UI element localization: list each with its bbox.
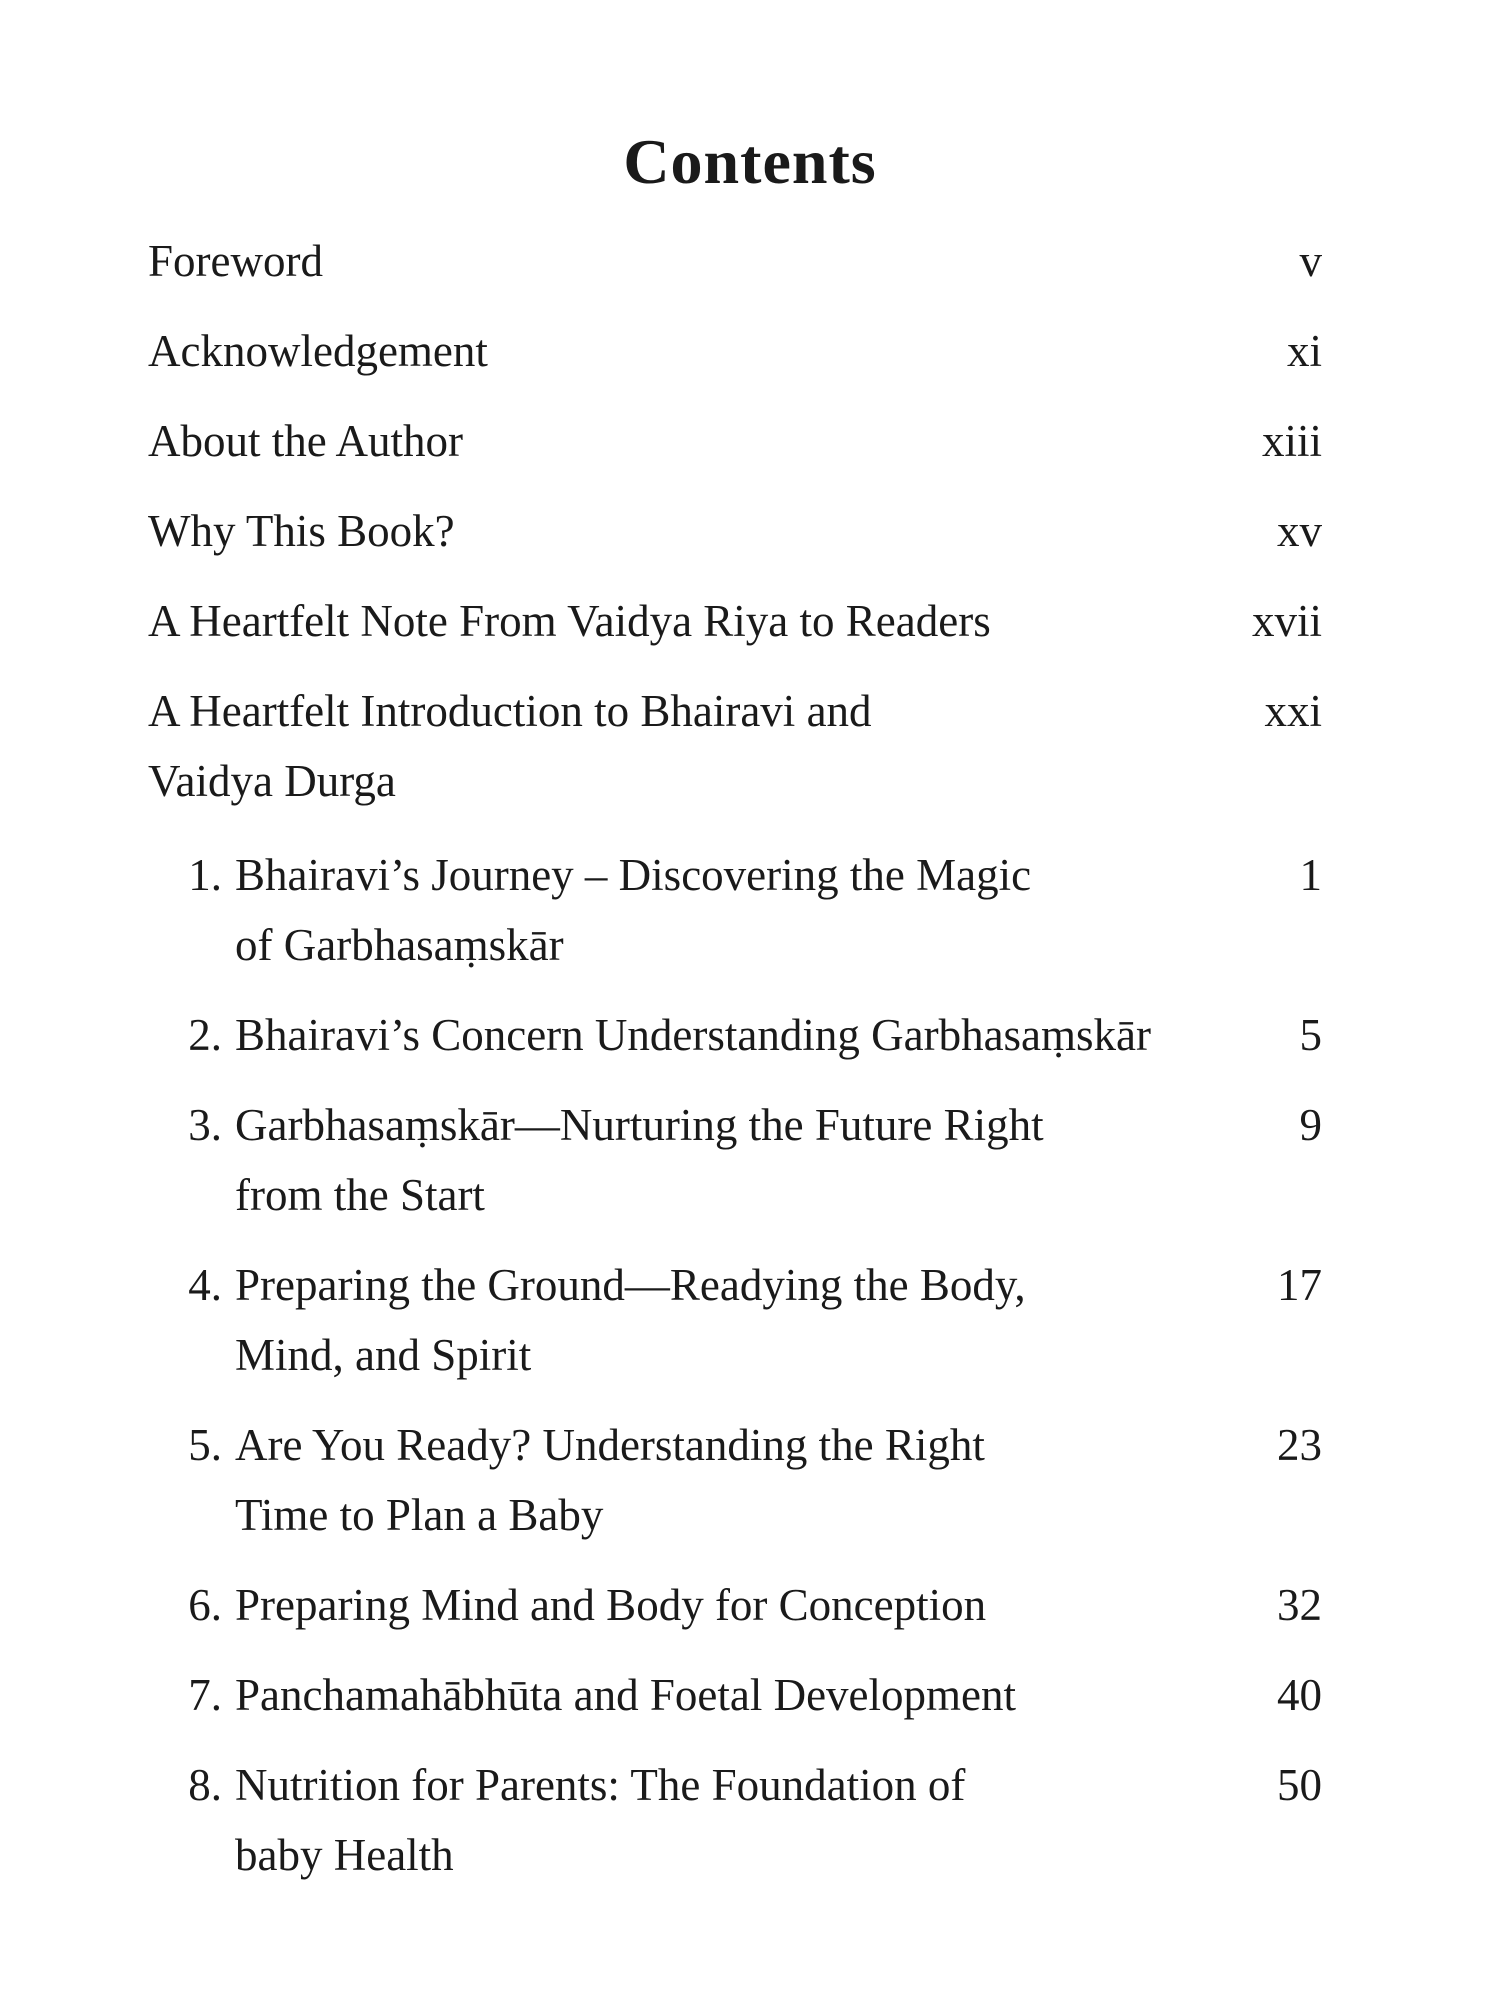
toc-page-number: xvii <box>1251 596 1322 646</box>
toc-chapter-number: 3. <box>188 1100 222 1150</box>
toc-entry-label: Foreword <box>148 236 323 286</box>
toc-chapter-number: 7. <box>188 1670 222 1720</box>
toc-entry-label: Preparing Mind and Body for Conception <box>235 1580 987 1630</box>
toc-entry-label: Why This Book? <box>148 506 455 556</box>
toc-entry-label: A Heartfelt Note From Vaidya Riya to Readers <box>148 596 991 646</box>
toc-entry-label: Nutrition for Parents: The Foundation of baby Health <box>235 1760 966 1880</box>
toc-page-number: 40 <box>1277 1670 1322 1720</box>
toc-page-number: xiii <box>1261 416 1322 466</box>
toc-chapter-number: 4. <box>188 1260 222 1310</box>
toc-page-number: 23 <box>1277 1420 1322 1470</box>
toc-page-number: xxi <box>1264 686 1322 736</box>
toc-page-number: 5 <box>1299 1010 1322 1060</box>
toc-page-number: 17 <box>1277 1260 1322 1310</box>
toc-entry-label: Preparing the Ground—Readying the Body, Mind, and Spirit <box>235 1260 1026 1380</box>
toc-chapter-number: 5. <box>188 1420 222 1470</box>
toc-page-number: v <box>1299 236 1322 286</box>
toc-page-number: 1 <box>1299 850 1322 900</box>
toc-entry-label: Panchamahābhūta and Foetal Development <box>235 1670 1016 1720</box>
toc-entry-label: A Heartfelt Introduction to Bhairavi and Vaidya Durga <box>148 686 872 806</box>
toc-entry-label: Are You Ready? Understanding the Right Time to Plan a Baby <box>235 1420 985 1540</box>
toc-entry-label: Bhairavi’s Journey – Discovering the Magic of Garbhasaṃskār <box>235 850 1032 970</box>
toc-chapter-number: 6. <box>188 1580 222 1630</box>
page-title: Contents <box>623 126 877 197</box>
toc-entry-label: Garbhasaṃskār—Nurturing the Future Right from the Start <box>235 1100 1044 1220</box>
toc-entry-label: Acknowledgement <box>148 326 488 376</box>
toc-page-number: xi <box>1286 326 1322 376</box>
toc-entry-label: About the Author <box>148 416 463 466</box>
toc-chapter-number: 1. <box>188 850 222 900</box>
toc-page-number: 32 <box>1277 1580 1322 1630</box>
toc-chapter-number: 8. <box>188 1760 222 1810</box>
toc-page-number: xv <box>1277 506 1322 556</box>
toc-chapter-number: 2. <box>188 1010 222 1060</box>
toc-page-number: 50 <box>1277 1760 1322 1810</box>
toc-entry-label: Bhairavi’s Concern Understanding Garbhasaṃskār <box>235 1010 1151 1060</box>
toc-page-number: 9 <box>1299 1100 1322 1150</box>
